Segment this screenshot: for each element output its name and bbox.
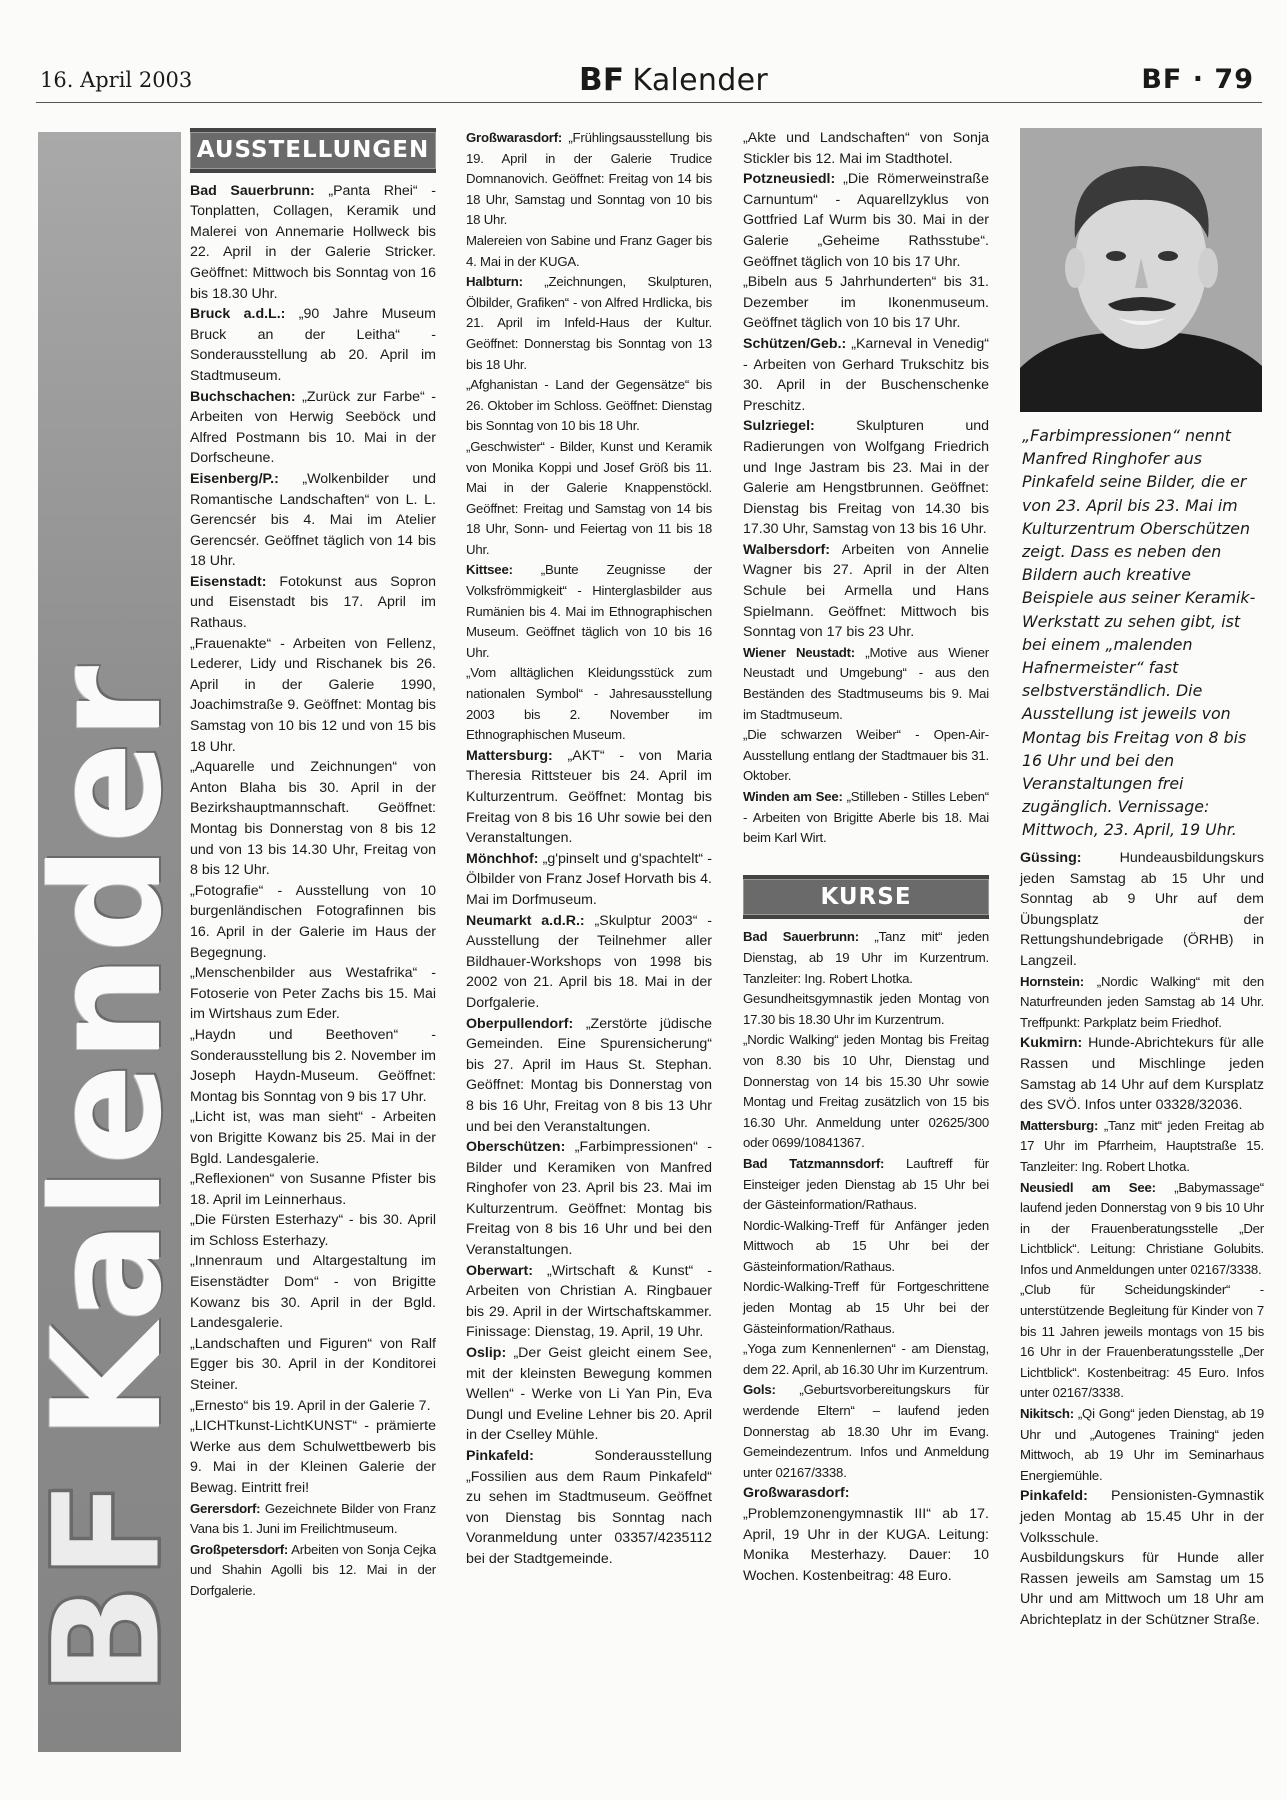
- listing-entry: [190, 1107, 436, 1169]
- listing-entry: [190, 1334, 436, 1396]
- listing-entry: [743, 1277, 989, 1339]
- listing-place: Winden am See:: [743, 789, 843, 804]
- listing-text: „Afghanistan - Land der Gegensätze“ bis 26. Oktober im Schloss. Geöffnet: Dienstag bis Sonntag von 10 bis 18 Uhr.: [466, 377, 712, 434]
- listing-text: „Vom alltäglichen Kleidungsstück zum nationalen Symbol“ - Jahresausstellung 2003 bis 2. November im Ethnographischen Museum.: [466, 665, 712, 743]
- listing-entry: [1020, 1116, 1264, 1178]
- listing-text: „Bunte Zeugnisse der Volksfrömmigkeit“ - Hinterglasbilder aus Rumänien bis 4. Mai im Ethnographischen Museum. Geöffnet täglich von 10 bis 16 Uhr.: [466, 562, 712, 660]
- listing-text: „Die Fürsten Esterhazy“ - bis 30. April im Schloss Esterhazy.: [190, 1212, 436, 1249]
- listing-place: Bruck a.d.L.:: [190, 306, 286, 323]
- listing-text: „Geschwister“ - Bilder, Kunst und Keramik von Monika Koppi und Josef Größ bis 11. Mai in der Galerie Knappenstöckl. Geöffnet: Freitag und Samstag von 14 bis 18 Uhr, Sonn- und Feiertag von 11 bis 18 Uhr.: [466, 438, 712, 557]
- listing-place: Kittsee:: [466, 562, 513, 578]
- listing-entry: [1020, 1033, 1264, 1115]
- listing-entry: [743, 725, 989, 787]
- listing-entry: [466, 1261, 712, 1343]
- listing-entry: [466, 437, 712, 561]
- listing-place: Mönchhof:: [466, 850, 539, 867]
- listing-entry: [743, 989, 989, 1030]
- listing-entry: [190, 387, 436, 469]
- listing-place: Bad Tatzmannsdorf:: [743, 1155, 885, 1171]
- listing-place: Mattersburg:: [1020, 1117, 1099, 1133]
- listing-text: „Karneval in Venedig“ - Arbeiten von Gerhard Trukschitz bis 30. April in der Buschenschenke Preschitz.: [743, 335, 989, 414]
- listing-entry: [1020, 1178, 1264, 1281]
- listing-text: „Wolkenbilder und Romantische Landschaften“ von L. L. Gerencsér bis 4. Mai im Atelier Gerencsér. Geöffnet täglich von 14 bis 18 Uhr.: [190, 470, 436, 570]
- listing-text: „g'pinselt und g'spachtelt“ - Ölbilder von Franz Josef Horvath bis 4. Mai im Dorfmuseum.: [466, 850, 712, 908]
- listing-entry: [743, 540, 989, 643]
- listing-text: „Wirtschaft & Kunst“ - Arbeiten von Christian A. Ringbauer bis 29. April in der Wirtschaftskammer. Finissage: Dienstag, 19. April, 19 Uhr.: [466, 1262, 712, 1341]
- listing-entry: [466, 746, 712, 849]
- listing-text: „Tanz mit“ jeden Freitag ab 17 Uhr im Pfarrheim, Hauptstraße 15. Tanzleiter: Ing. Robert Lhotka.: [1020, 1117, 1264, 1174]
- listing-text: „Aquarelle und Zeichnungen“ von Anton Blaha bis 30. April in der Bezirkshauptmannschaft. Geöffnet: Montag bis Donnerstag von 8 bis 12 und von 13 bis 14.30 Uhr, Freitag von 8 bis 12 Uhr.: [190, 759, 436, 879]
- listing-place: Oberwart:: [466, 1262, 534, 1279]
- listing-entry: [743, 416, 989, 540]
- listing-place: Hornstein:: [1020, 973, 1084, 989]
- column-4: [1020, 848, 1264, 1631]
- listing-text: „AKT“ - von Maria Theresia Rittsteuer bis 24. April im Kulturzentrum. Geöffnet: Montag bis Freitag von 8 bis 16 Uhr sowie bei den Veranstaltungen.: [466, 747, 712, 847]
- listing-entry: [1020, 972, 1264, 1034]
- listing-text: „Yoga zum Kennenlernen“ - am Dienstag, dem 22. April, ab 16.30 Uhr im Kurzentrum.: [743, 1341, 989, 1377]
- side-banner-text: [21, 197, 195, 1697]
- listing-entry: [743, 1216, 989, 1278]
- listing-text: „Zerstörte jüdische Gemeinden. Eine Spurensicherung“ bis 27. April im Haus St. Stephan. Geöffnet: Montag bis Donnerstag von 8 bis 16 Uhr, Freitag von 8 bis 13 Uhr und bei den Veranstaltungen.: [466, 1015, 712, 1135]
- listing-text: Hundeausbildungskurs jeden Samstag ab 15 Uhr und Sonntag ab 9 Uhr auf dem Übungsplatz der Rettungshundebrigade (ÖRHB) in Langzeil.: [1020, 850, 1264, 969]
- listing-entry: [743, 334, 989, 416]
- listing-text: „Panta Rhei“ - Tonplatten, Collagen, Keramik und Malerei von Annemarie Hollweck bis 22. April in der Galerie Stricker. Geöffnet: Mittwoch bis Sonntag von 16 bis 18.30 Uhr.: [190, 182, 436, 302]
- listing-place: Großwarasdorf:: [466, 130, 563, 145]
- listing-text: „Stilleben - Stilles Leben“ - Arbeiten von Brigitte Aberle bis 18. Mai beim Karl Wirt.: [743, 789, 989, 846]
- column-2: [466, 128, 712, 1570]
- listing-entry: [466, 1343, 712, 1446]
- listing-text: „Fotografie“ - Ausstellung von 10 burgenländischen Fotografinnen bis 16. April in der Galerie im Haus der Begegnung.: [190, 882, 436, 961]
- listing-text: Skulpturen und Radierungen von Wolfgang Friedrich und Inge Jastram bis 23. Mai in der Galerie am Hengstbrunnen. Geöffnet: Dienstag bis Freitag von 14.30 bis 17.30 Uhr, Samstag von 13 bis 16 Uhr.: [743, 418, 989, 538]
- entries-col3a: [743, 128, 989, 849]
- portrait-photo: [1020, 128, 1262, 412]
- listing-entry: [1020, 1404, 1264, 1486]
- listing-text: Malereien von Sabine und Franz Gager bis 4. Mai in der KUGA.: [466, 232, 712, 269]
- listing-entry: [190, 1540, 436, 1602]
- listing-entry: [190, 1025, 436, 1107]
- listing-entry: [190, 1251, 436, 1333]
- page-title: [579, 62, 768, 98]
- listing-text: Arbeiten von Sonja Cejka und Shahin Agolli bis 12. Mai in der Dorfgalerie.: [190, 1541, 436, 1598]
- listing-text: „Skulptur 2003“ - Ausstellung der Teilnehmer aller Bildhauer-Workshops von 1998 bis 2002 von 21. April bis 18. Mai in der Dorfgalerie.: [466, 912, 712, 1011]
- listing-text: „90 Jahre Museum Bruck an der Leitha“ - Sonderausstellung ab 20. April im Stadtmuseum.: [190, 306, 436, 384]
- listing-entry: [1020, 1486, 1264, 1548]
- listing-entry: [190, 757, 436, 881]
- listing-entry: [1020, 848, 1264, 972]
- photo-caption: „Farbimpressionen“ nennt Manfred Ringhofer aus Pinkafeld seine Bilder, die er von 23. April bis 23. Mai im Kulturzentrum Oberschützen zeigt. Dass es neben den Bildern auch kreative Beispiele aus seiner Keramik-Werkstatt zu sehen gibt, ist bei einem „malenden Hafnermeister“ fast selbstverständlich. Die Ausstellung ist jeweils von Montag bis Freitag von 8 bis 16 Uhr und bei den Veranstaltungen frei zugänglich. Vernissage: Mittwoch, 23. April, 19 Uhr.: [1022, 426, 1256, 840]
- listing-place: Neusiedl am See:: [1020, 1179, 1156, 1195]
- listing-entry: [466, 911, 712, 1014]
- listing-entry: [743, 1380, 989, 1483]
- listing-place: Nikitsch:: [1020, 1406, 1074, 1422]
- listing-place: Pinkafeld:: [466, 1448, 534, 1464]
- listing-entry: [743, 927, 989, 989]
- listing-text: Gesundheitsgymnastik jeden Montag von 17.30 bis 18.30 Uhr im Kurzentrum.: [743, 991, 989, 1027]
- listing-entry: [190, 634, 436, 758]
- listing-entry: [743, 169, 989, 272]
- listing-text: „Innenraum und Altargestaltung im Eisenstädter Dom“ - von Brigitte Kowanz bis 30. April in der Bgld. Landesgalerie.: [190, 1253, 436, 1332]
- listing-place: Buchschachen:: [190, 388, 296, 405]
- listing-text: Nordic-Walking-Treff für Fortgeschrittene jeden Montag ab 15 Uhr bei der Gästeinformation/Rathaus.: [743, 1279, 989, 1336]
- listing-entry: [190, 1396, 436, 1417]
- listing-entry: [743, 1030, 989, 1154]
- listing-text: Gezeichnete Bilder von Franz Vana bis 1. Juni im Freilichtmuseum.: [190, 1500, 436, 1537]
- listing-place: Oberschützen:: [466, 1139, 566, 1156]
- listing-entry: [190, 304, 436, 386]
- listing-text: „Der Geist gleicht einem See, mit der kleinsten Bewegung kommen Wellen“ - Werke von Li Yan Pin, Eva Dungl und Eveline Lehner bis 20. April in der Cselley Mühle.: [466, 1345, 712, 1444]
- listing-text: Fotokunst aus Sopron und Eisenstadt bis 17. April im Rathaus.: [190, 573, 436, 632]
- listing-text: „Licht ist, was man sieht“ - Arbeiten von Brigitte Kowanz bis 25. Mai in der Bgld. Landesgalerie.: [190, 1109, 436, 1167]
- listing-entry: [743, 128, 989, 169]
- listing-place: Gerersdorf:: [190, 1500, 261, 1516]
- listing-text: „Akte und Landschaften“ von Sonja Stickler bis 12. Mai im Stadthotel.: [743, 130, 989, 167]
- brand-logo: BF: [579, 62, 625, 98]
- listing-text: „Club für Scheidungskinder“ - unterstützende Begleitung für Kinder von 7 bis 11 Jahren jeweils montags von 15 bis 16 Uhr in der Frauenberatungsstelle „Der Lichtblick“. Kostenbeitrag: 45 Euro. Infos unter 02167/3338.: [1020, 1282, 1264, 1401]
- listing-place: Eisenberg/P.:: [190, 470, 279, 487]
- listing-text: „Frauenakte“ - Arbeiten von Fellenz, Lederer, Lidy und Rischanek bis 26. April in der Galerie 1990, Joachimstraße 9. Geöffnet: Montag bis Samstag von 10 bis 12 und von 15 bis 18 Uhr.: [190, 635, 436, 755]
- listing-entry: [466, 272, 712, 375]
- listing-text: „Ernesto“ bis 19. April in der Galerie 7.: [190, 1397, 431, 1414]
- section-title: Kalender: [632, 63, 768, 98]
- side-banner-word: Kalender: [21, 663, 195, 1441]
- listing-entry: [743, 272, 989, 334]
- listing-entry: [466, 1446, 712, 1570]
- listing-text: „Babymassage“ laufend jeden Donnerstag von 9 bis 10 Uhr in der Frauenberatungsstelle „Der Lichtblick“. Leitung: Christiane Golubits. Infos und Anmeldungen unter 02167/3338.: [1020, 1179, 1264, 1277]
- section-heading-ausstellungen: AUSSTELLUNGEN: [190, 128, 436, 173]
- listing-text: „Zeichnungen, Skulpturen, Ölbilder, Grafiken“ - von Alfred Hrdlicka, bis 21. April im Infeld-Haus der Kultur. Geöffnet: Donnerstag bis Sonntag von 13 bis 18 Uhr.: [466, 274, 712, 372]
- listing-entry: [190, 1416, 436, 1498]
- listing-entry: [466, 663, 712, 745]
- listing-place: Oberpullendorf:: [466, 1015, 574, 1032]
- listing-place: Bad Sauerbrunn:: [190, 182, 315, 199]
- listing-place: Großwarasdorf:: [743, 1485, 850, 1502]
- entries-col2: [466, 128, 712, 1570]
- listing-entry: [466, 1014, 712, 1138]
- listing-entry: [466, 231, 712, 272]
- listing-text: „Motive aus Wiener Neustadt und Umgebung“ - aus den Beständen des Stadtmuseums bis 9. Mai im Stadtmuseum.: [743, 644, 989, 722]
- listing-entry: [190, 181, 436, 305]
- listing-entry: [743, 643, 989, 725]
- page-number: BF · 79: [1141, 64, 1254, 95]
- portrait-illustration: [1020, 128, 1262, 412]
- listing-text: „Zurück zur Farbe“ - Arbeiten von Herwig Seeböck und Alfred Postmann bis 10. Mai in der Dorfscheune.: [190, 388, 436, 467]
- listing-text: „LICHTkunst-LichtKUNST“ - prämierte Werke aus dem Schulwettbewerb bis 9. Mai in der Kleinen Galerie der Bewag. Eintritt frei!: [190, 1418, 436, 1496]
- listing-entry: [743, 1339, 989, 1380]
- issue-date: 16. April 2003: [40, 68, 193, 92]
- listing-text: „Farbimpressionen“ - Bilder und Keramiken von Manfred Ringhofer von 23. April bis 23. Mai im Kulturzentrum. Geöffnet: Montag bis Freitag von 8 bis 16 Uhr und bei den Veranstaltungen.: [466, 1139, 712, 1259]
- listing-text: „Qi Gong“ jeden Dienstag, ab 19 Uhr und „Autogenes Training“ jeden Mittwoch, ab 19 Uhr im Seminarhaus Energiemühle.: [1020, 1406, 1264, 1483]
- listing-place: Güssing:: [1020, 850, 1082, 866]
- entries-col3b: [743, 927, 989, 1586]
- listing-entry: [190, 1210, 436, 1251]
- listing-entry: [466, 375, 712, 437]
- listing-place: Pinkafeld:: [1020, 1488, 1088, 1505]
- listing-text: Arbeiten von Annelie Wagner bis 27. April in der Alten Schule bei Armella und Hans Spielmann. Geöffnet: Mittwoch bis Sonntag von 17 bis 23 Uhr.: [743, 541, 989, 641]
- listing-text: „Bibeln aus 5 Jahrhunderten“ bis 31. Dezember im Ikonenmuseum. Geöffnet täglich von 10 bis 17 Uhr.: [743, 274, 989, 332]
- listing-place: Schützen/Geb.:: [743, 335, 847, 352]
- entries-col1: [190, 181, 436, 1602]
- listing-place: Wiener Neustadt:: [743, 644, 855, 660]
- listing-entry: [190, 572, 436, 634]
- listing-text: Sonderausstellung „Fossilien aus dem Raum Pinkafeld“ zu sehen im Stadtmuseum. Geöffnet von Dienstag bis Sonntag nach Voranmeldung unter 03357/4235112 bei der Stadtgemeinde.: [466, 1448, 712, 1567]
- listing-place: Potzneusiedl:: [743, 171, 836, 188]
- listing-place: Sulzriegel:: [743, 418, 815, 435]
- page-header: [36, 58, 1262, 103]
- listing-text: Ausbildungskurs für Hunde aller Rassen jeweils am Samstag um 15 Uhr und am Mittwoch um 18 Uhr am Abrichteplatz in der Schützner Straße.: [1020, 1550, 1264, 1628]
- listing-text: „Nordic Walking“ mit den Naturfreunden jeden Samstag ab 14 Uhr. Treffpunkt: Parkplatz beim Friedhof.: [1020, 973, 1264, 1030]
- listing-entry: [1020, 1280, 1264, 1404]
- listing-text: „Nordic Walking“ jeden Montag bis Freitag von 8.30 bis 10 Uhr, Dienstag und Donnerstag von 14 bis 15.30 Uhr sowie Montag und Freitag zusätzlich von 15 bis 16.30 Uhr. Anmeldung unter 02625/300 oder 0699/10841367.: [743, 1032, 989, 1151]
- listing-place: Walbersdorf:: [743, 541, 830, 558]
- listing-text: Lauftreff für Einsteiger jeden Dienstag ab 15 Uhr bei der Gästeinformation/Rathaus.: [743, 1155, 989, 1213]
- listing-text: „Geburtsvorbereitungskurs für werdende Eltern“ – laufend jeden Donnerstag ab 18.30 Uhr im Evang. Gemeindezentrum. Infos und Anmeldung unter 02167/3338.: [743, 1382, 989, 1480]
- listing-place: Bad Sauerbrunn:: [743, 929, 859, 945]
- listing-text: „Landschaften und Figuren“ von Ralf Egger bis 30. April in der Konditorei Steiner.: [190, 1335, 436, 1394]
- listing-place: Kukmirn:: [1020, 1035, 1083, 1052]
- entries-col4: [1020, 848, 1264, 1631]
- listing-text: „Frühlingsausstellung bis 19. April in der Galerie Trudice Domnanovich. Geöffnet: Freitag von 14 bis 18 Uhr, Samstag und Sonntag von 10 bis 18 Uhr.: [466, 130, 712, 228]
- side-banner: [21, 132, 195, 1752]
- side-banner-brand: BF: [21, 1476, 195, 1697]
- listing-text: „Problemzonengymnastik III“ ab 17. April, 19 Uhr in der KUGA. Leitung: Monika Mesterhazy. Dauer: 10 Wochen. Kostenbeitrag: 48 Euro.: [743, 1506, 989, 1584]
- listing-entry: [466, 1137, 712, 1261]
- listing-place: Neumarkt a.d.R.:: [466, 912, 585, 929]
- listing-entry: [190, 881, 436, 963]
- listing-entry: [466, 128, 712, 231]
- listing-entry: [1020, 1548, 1264, 1630]
- listing-text: Pensionisten-Gymnastik jeden Montag ab 15.45 Uhr in der Volksschule.: [1020, 1488, 1264, 1546]
- column-1: [190, 128, 436, 1602]
- listing-entry: [743, 1154, 989, 1216]
- listing-entry: [190, 963, 436, 1025]
- listing-entry: [466, 560, 712, 663]
- listing-entry: [466, 849, 712, 911]
- listing-entry: [743, 1483, 989, 1586]
- listing-place: Großpetersdorf:: [190, 1541, 289, 1557]
- listing-text: „Haydn und Beethoven“ - Sonderausstellung bis 2. November im Joseph Haydn-Museum. Geöffnet: Montag bis Sonntag von 9 bis 17 Uhr.: [190, 1026, 436, 1105]
- listing-text: Nordic-Walking-Treff für Anfänger jeden Mittwoch ab 15 Uhr bei der Gästeinformation/Rathaus.: [743, 1217, 989, 1274]
- listing-text: „Menschenbilder aus Westafrika“ - Fotoserie von Peter Zachs bis 15. Mai im Wirtshaus zum Eder.: [190, 965, 436, 1023]
- listing-entry: [190, 469, 436, 572]
- listing-text: „Die schwarzen Weiber“ - Open-Air-Ausstellung entlang der Stadtmauer bis 31. Oktober.: [743, 727, 989, 784]
- listing-entry: [743, 787, 989, 849]
- listing-entry: [190, 1169, 436, 1210]
- listing-place: Mattersburg:: [466, 747, 553, 764]
- listing-place: Oslip:: [466, 1345, 507, 1362]
- listing-place: Gols:: [743, 1382, 776, 1398]
- listing-text: „Tanz mit“ jeden Dienstag, ab 19 Uhr im Kurzentrum. Tanzleiter: Ing. Robert Lhotka.: [743, 929, 989, 986]
- listing-text: Hunde-Abrichtekurs für alle Rassen und Mischlinge jeden Samstag ab 14 Uhr auf dem Kursplatz des SVÖ. Infos unter 03328/32036.: [1020, 1035, 1264, 1114]
- listing-text: „Reflexionen“ von Susanne Pfister bis 18. April im Leinnerhaus.: [190, 1171, 436, 1208]
- listing-place: Halbturn:: [466, 274, 523, 290]
- listing-text: „Die Römerweinstraße Carnuntum“ - Aquarellzyklus von Gottfried Laf Wurm bis 30. Mai in der Galerie „Geheime Rathsstube“. Geöffnet täglich von 10 bis 17 Uhr.: [743, 171, 989, 270]
- listing-entry: [190, 1499, 436, 1540]
- column-3: [743, 128, 989, 1586]
- listing-place: Eisenstadt:: [190, 573, 267, 590]
- section-heading-kurse: KURSE: [743, 875, 989, 920]
